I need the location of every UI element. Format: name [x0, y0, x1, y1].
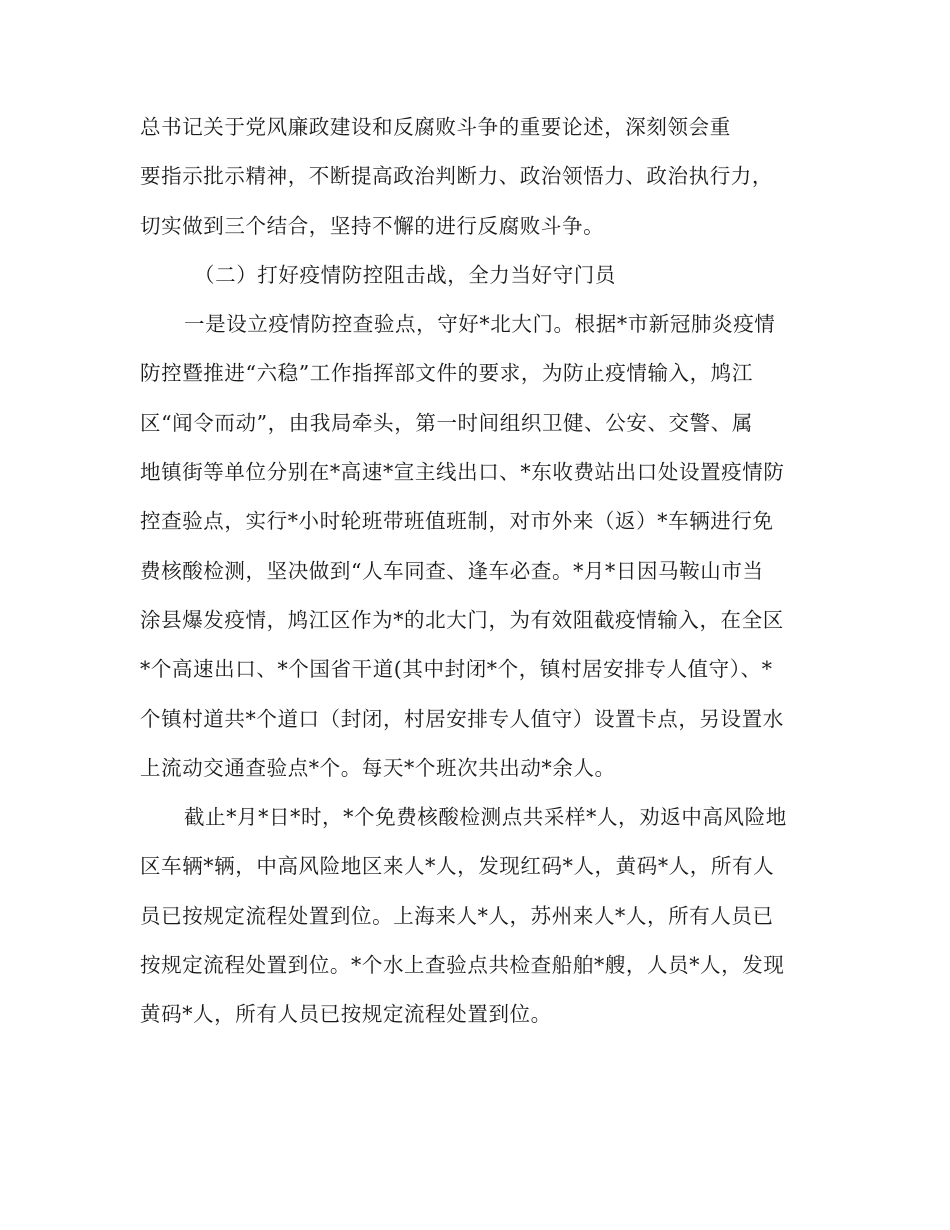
- text-line: 防控暨推进“六稳”工作指挥部文件的要求，为防止疫情输入，鸠江: [140, 361, 753, 386]
- document-body: [140, 103, 810, 1040]
- text-line: 区“闻令而动”，由我局牵头，第一时间组织卫健、公安、交警、属: [140, 410, 753, 435]
- text-line: 切实做到三个结合，坚持不懈的进行反腐败斗争。: [140, 213, 605, 238]
- text-line: 上流动交通查验点*个。每天*个班次共出动*余人。: [140, 755, 616, 780]
- text-line: 员已按规定流程处置到位。上海来人*人，苏州来人*人，所有人员已: [140, 903, 774, 928]
- text-line: 控查验点，实行*小时轮班带班值班制，对市外来（返）*车辆进行免: [140, 509, 774, 534]
- paragraph-checkpoints: [140, 300, 810, 793]
- text-line: 区车辆*辆，中高风险地区来人*人，发现红码*人，黄码*人，所有人: [140, 854, 775, 879]
- paragraph-party-conduct: [140, 103, 810, 251]
- text-line: 总书记关于党风廉政建设和反腐败斗争的重要论述，深刻领会重: [140, 115, 731, 139]
- text-line: 黄码*人，所有人员已按规定流程处置到位。: [140, 1002, 552, 1027]
- text-line: *个高速出口、*个国省干道(其中封闭*个，镇村居安排专人值守）、*: [140, 657, 773, 682]
- text-line: 一是设立疫情防控查验点，守好*北大门。根据*市新冠肺炎疫情: [184, 312, 776, 337]
- section-heading: [140, 251, 810, 300]
- paragraph-statistics: [140, 793, 810, 1039]
- text-line: 按规定流程处置到位。*个水上查验点共检查船舶*艘，人员*人，发现: [140, 953, 785, 978]
- heading-text: （二）打好疫情防控阻击战，全力当好守门员: [194, 262, 616, 287]
- text-line: 个镇村道共*个道口（封闭，村居安排专人值守）设置卡点，另设置水: [140, 706, 784, 731]
- text-line: 费核酸检测，坚决做到“人车同查、逢车必查。*月*日因马鞍山市当: [140, 558, 764, 583]
- text-line: 地镇街等单位分别在*高速*宣主线出口、*东收费站出口处设置疫情防: [140, 460, 785, 485]
- text-line: 涂县爆发疫情，鸠江区作为*的北大门，为有效阻截疫情输入，在全区: [140, 607, 784, 632]
- text-line: 截止*月*日*时，*个免费核酸检测点共采样*人，劝返中高风险地: [184, 805, 787, 830]
- text-line: 要指示批示精神，不断提高政治判断力、政治领悟力、政治执行力，: [140, 164, 773, 189]
